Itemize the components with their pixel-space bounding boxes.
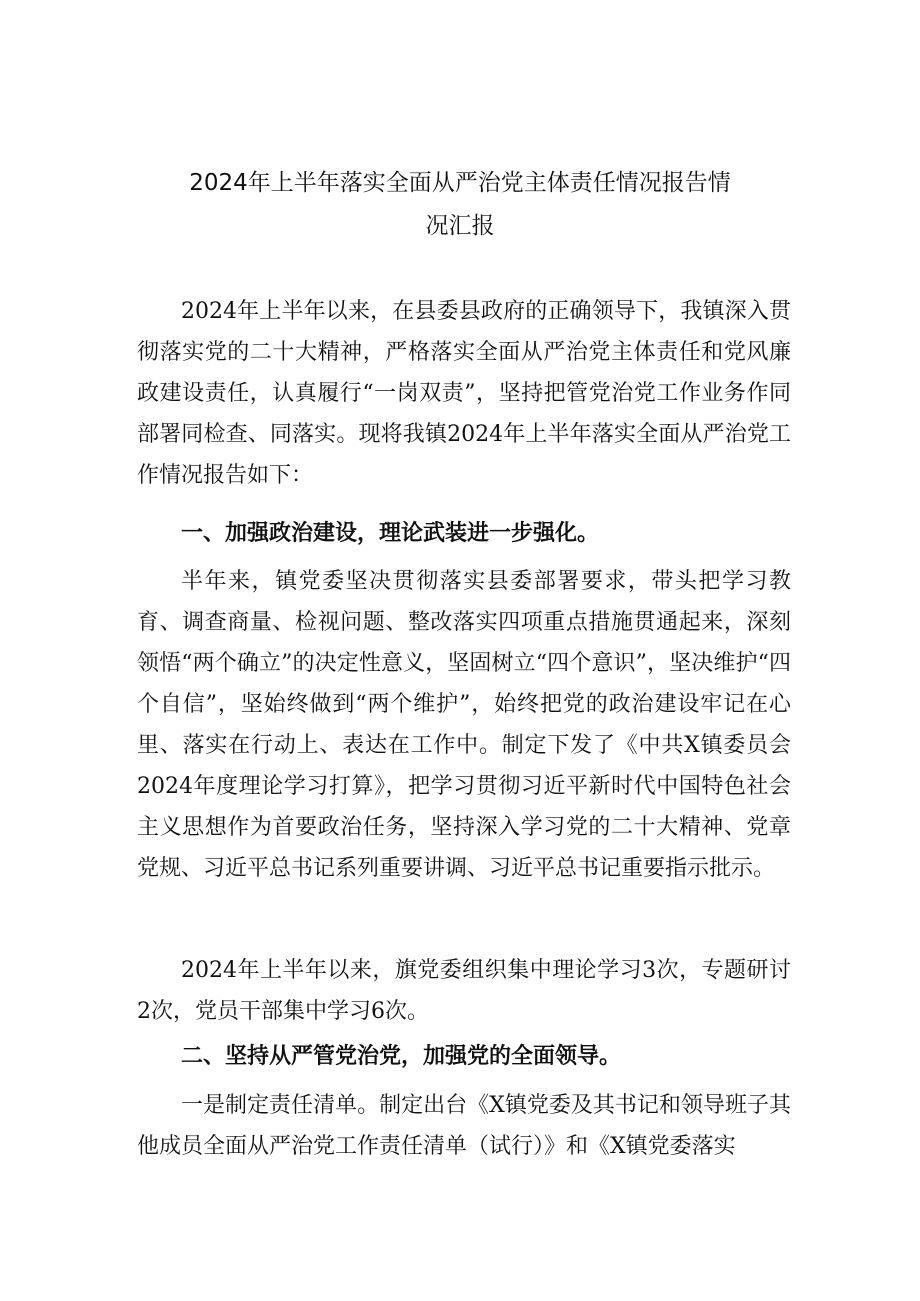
document-title-line-2: 况汇报 <box>425 213 495 239</box>
document-title-line-1: 2024年上半年落实全面从严治党主体责任情况报告情 <box>189 170 731 196</box>
section-2-paragraph: 一是制定责任清单。制定出台《X镇党委及其书记和领导班子其他成员全面从严治党工作责任清单（试行）》和《X镇党委落实 <box>137 1093 791 1159</box>
section-1-paragraph: 半年来，镇党委坚决贯彻落实县委部署要求，带头把学习教育、调查商量、检视问题、整改落实四项重点措施贯通起来，深刻领悟“两个确立”的决定性意义，坚固树立“四个意识”，坚决维护“四个自信”，坚始终做到“两个维护”，始终把党的政治建设牢记在心里、落实在行动上、表达在工作中。制定下发了《中共X镇委员会2024年度理论学习打算》，把学习贯彻习近平新时代中国特色社会主义思想作为首要政治任务，坚持深入学习党的二十大精神、党章党规、习近平总书记系列重要讲调、习近平总书记重要指示批示。 <box>137 569 791 881</box>
intro-paragraph: 2024年上半年以来，在县委县政府的正确领导下，我镇深入贯彻落实党的二十大精神，严格落实全面从严治党主体责任和党风廉政建设责任，认真履行“一岗双责”，坚持把管党治党工作业务作同部署同检查、同落实。现将我镇2024年上半年落实全面从严治党工作情况报告如下： <box>137 299 791 488</box>
section-heading-2: 二、坚持从严管党治党，加强党的全面领导。 <box>181 1044 622 1069</box>
section-1-stats-paragraph: 2024年上半年以来，旗党委组织集中理论学习3次，专题研讨2次，党员干部集中学习6次。 <box>137 958 791 1024</box>
section-heading-1: 一、加强政治建设，理论武装进一步强化。 <box>181 521 600 546</box>
